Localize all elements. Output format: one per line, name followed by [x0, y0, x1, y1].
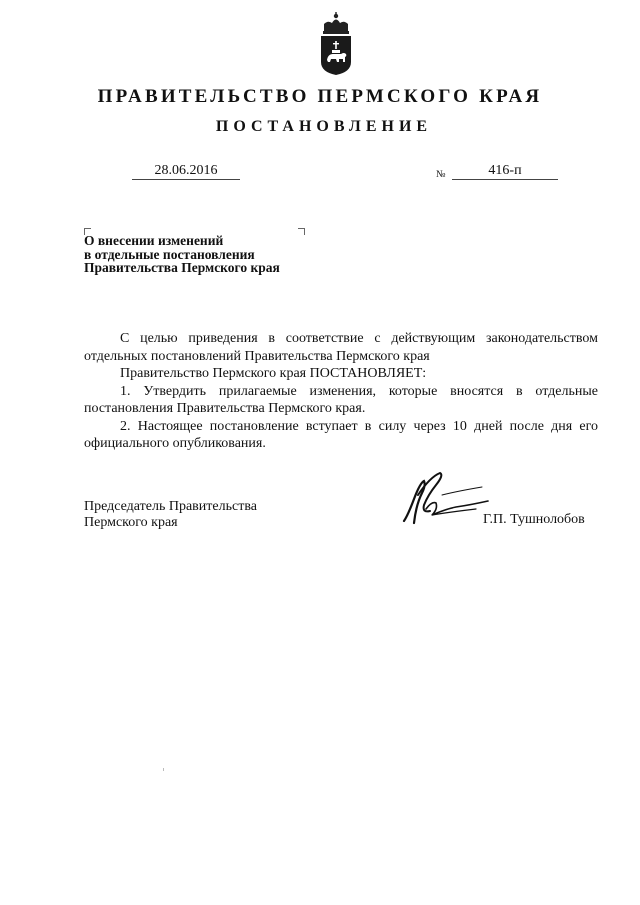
- government-title: ПРАВИТЕЛЬСТВО ПЕРМСКОГО КРАЯ: [97, 86, 543, 107]
- subject-line: Правительства Пермского края: [84, 260, 280, 275]
- position-line: Председатель Правительства: [84, 499, 257, 514]
- document-body: [84, 330, 598, 453]
- signatory-position: [84, 499, 257, 530]
- subject-line: в отдельные постановления: [84, 246, 255, 262]
- document-date: 28.06.2016: [132, 162, 240, 180]
- body-paragraph-preamble: С целью приведения в соответствие с действующим законодательством отдельных постановлений Правительства Пермского края: [84, 331, 598, 364]
- position-line: Пермского края: [84, 514, 178, 530]
- handwritten-signature: [396, 465, 492, 529]
- document-type: ПОСТАНОВЛЕНИЕ: [215, 118, 433, 135]
- document-subject: [84, 234, 324, 275]
- body-paragraph-item-1: 1. Утвердить прилагаемые изменения, которые вносятся в отдельные постановления Правительства Пермского края.: [84, 383, 598, 416]
- body-paragraph-item-2: 2. Настоящее постановление вступает в силу через 10 дней после дня его официального опубликования.: [84, 418, 598, 451]
- number-label: №: [436, 169, 446, 180]
- document-number: 416-п: [452, 162, 558, 180]
- signer-name: Г.П. Тушнолобов: [483, 512, 585, 527]
- subject-line: О внесении изменений: [84, 233, 224, 248]
- body-paragraph-resolves: Правительство Пермского края ПОСТАНОВЛЯЕТ:: [120, 366, 427, 381]
- scan-speck: [163, 768, 164, 771]
- coat-of-arms-icon: [316, 10, 356, 76]
